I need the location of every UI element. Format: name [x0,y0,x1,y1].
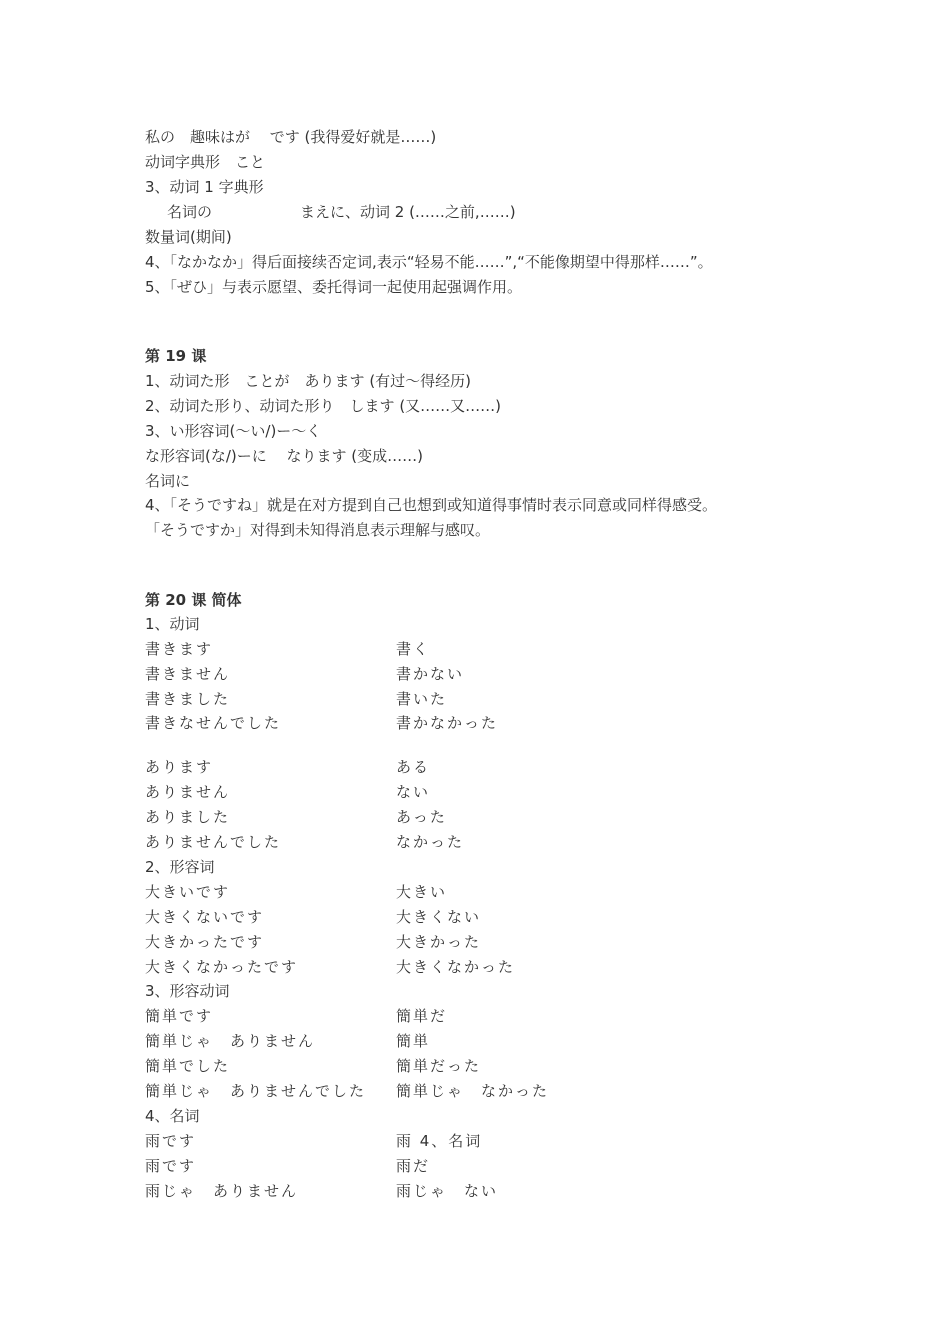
polite-form: 大きくなかったです [145,958,299,976]
lesson19-line-2: 2、动词た形り、动词た形り します (又……又……) [145,397,502,415]
plain-form: 雨 4、名词 [396,1132,483,1150]
plain-form: 雨だ [396,1157,431,1175]
lesson19-title: 第 19 课 [145,347,207,365]
polite-form: 簡単でした [145,1057,231,1075]
polite-form: 簡単じゃ ありません [145,1032,316,1050]
table-row [145,639,705,659]
plain-form: あった [396,808,447,826]
table-row [145,1081,705,1101]
polite-form: 大きかったです [145,933,265,951]
verb-heading: 1、动词 [145,615,200,633]
table-row [145,807,705,827]
intro-line-7: 5、「ぜひ」与表示愿望、委托得词一起使用起强调作用。 [145,278,523,296]
plain-form: 書かなかった [396,714,499,732]
table-row [145,1131,705,1151]
table-row [145,882,705,902]
polite-form: 大きいです [145,883,231,901]
plain-form: 書かない [396,665,465,683]
lesson19-line-1: 1、动词た形 ことが あります (有过～得经历) [145,372,472,390]
intro-line-5: 数量词(期间) [145,228,232,246]
polite-form: あります [145,758,214,776]
plain-form: 大きくなかった [396,958,516,976]
polite-form: 雨です [145,1157,197,1175]
intro-line-1: 私の 趣味はが です (我得爱好就是……) [145,128,437,146]
lesson19-line-7: 「そうですか」对得到未知得消息表示理解与感叹。 [145,521,491,539]
adjective-heading: 2、形容词 [145,858,215,876]
table-row [145,1156,705,1176]
plain-form: 雨じゃ ない [396,1182,499,1200]
plain-form: 書いた [396,690,448,708]
polite-form: 書きました [145,690,231,708]
lesson19-line-6: 4、「そうですね」就是在对方提到自己也想到或知道得事情时表示同意或同样得感受。 [145,496,718,514]
intro-line-2: 动词字典形 こと [145,153,266,171]
polite-form: ありません [145,783,231,801]
lesson19-line-4: な形容词(な/)ーに なります (变成……) [145,447,423,465]
table-row [145,1031,705,1051]
plain-form: 書く [396,640,431,658]
plain-form: 大きくない [396,908,482,926]
intro-line-3: 3、动词 1 字典形 [145,178,264,196]
lesson20-title: 第 20 课 简体 [145,591,242,609]
lesson19-line-3: 3、い形容词(～い/)ー～く [145,422,322,440]
table-row [145,1181,705,1201]
plain-form: 大きい [396,883,448,901]
table-row [145,689,705,709]
noun-heading: 4、名词 [145,1107,200,1125]
plain-form: 簡単じゃ なかった [396,1082,550,1100]
polite-form: 簡単です [145,1007,214,1025]
plain-form: ある [396,758,431,776]
table-row [145,1056,705,1076]
plain-form: なかった [396,833,465,851]
plain-form: ない [396,783,431,801]
intro-line-6: 4、「なかなか」得后面接续否定词,表示“轻易不能……”,“不能像期望中得那样……”。 [145,253,713,271]
plain-form: 簡単だった [396,1057,482,1075]
table-row [145,782,705,802]
plain-form: 大きかった [396,933,482,951]
intro-line-4a: 名词の [167,203,213,221]
polite-form: 大きくないです [145,908,265,926]
polite-form: 書きます [145,640,214,658]
na-adjective-heading: 3、形容动词 [145,982,230,1000]
polite-form: 雨じゃ ありません [145,1182,299,1200]
polite-form: 書きません [145,665,231,683]
table-row [145,832,705,852]
table-row [145,957,705,977]
intro-line-4b: まえに、动词 2 (……之前,……) [300,203,516,221]
table-row [145,1006,705,1026]
polite-form: 雨です [145,1132,197,1150]
plain-form: 簡単だ [396,1007,448,1025]
polite-form: ありませんでした [145,833,282,851]
table-row [145,713,705,733]
plain-form: 簡単 [396,1032,431,1050]
lesson19-line-5: 名词に [145,472,191,490]
polite-form: 簡単じゃ ありませんでした [145,1082,367,1100]
table-row [145,932,705,952]
table-row [145,664,705,684]
table-row [145,907,705,927]
polite-form: 書きなせんでした [145,714,282,732]
table-row [145,757,705,777]
polite-form: ありました [145,808,231,826]
